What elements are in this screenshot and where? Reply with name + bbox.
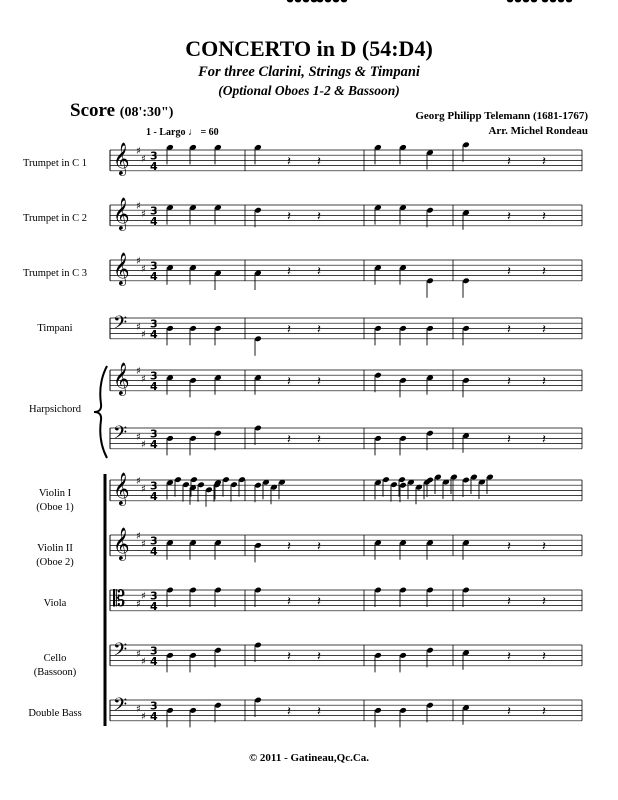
quarter-rest-icon: 𝄽 [287,264,291,280]
sharp-icon: ♯ [136,201,141,212]
quarter-rest-icon: 𝄽 [317,649,321,665]
quarter-rest-icon: 𝄽 [317,432,321,448]
sharp-icon: ♯ [141,711,146,723]
instrument-label-trumpet-2: Trumpet in C 2 [22,213,88,224]
quarter-rest-icon: 𝄽 [507,264,511,280]
instrument-label-trumpet-3: Trumpet in C 3 [22,268,88,279]
score-subtitle-optional: (Optional Oboes 1-2 & Bassoon) [218,83,400,98]
time-sig-numerator: 3 [150,317,158,331]
quarter-rest-icon: 𝄽 [287,649,291,665]
sharp-icon: ♯ [141,591,146,603]
time-sig-numerator: 3 [150,534,158,548]
score-subtitle: For three Clarini, Strings & Timpani [198,64,420,80]
quarter-rest-icon: 𝄽 [507,432,511,448]
instrument-label-timpani: Timpani [37,323,73,334]
quarter-rest-icon: 𝄽 [317,264,321,280]
quarter-rest-icon: 𝄽 [507,649,511,665]
instrument-name: Cello [43,653,67,664]
sharp-icon: ♯ [136,431,141,443]
quarter-rest-icon: 𝄽 [287,704,291,720]
quarter-rest-icon: 𝄽 [287,322,291,338]
quarter-rest-icon: 𝄽 [542,539,546,555]
time-sig-denominator: 4 [150,159,158,173]
instrument-name: Violin I [38,488,72,499]
time-sig-denominator: 4 [150,437,158,451]
sharp-icon: ♯ [141,208,146,220]
time-sig-denominator: 4 [150,544,158,558]
note-head [542,0,548,2]
instrument-alt: (Oboe 2) [36,557,74,568]
treble-clef-icon: 𝄞 [113,472,130,505]
quarter-rest-icon: 𝄽 [287,432,291,448]
sharp-icon: ♯ [136,703,141,715]
sharp-icon: ♯ [141,373,146,385]
quarter-rest-icon: 𝄽 [287,209,291,225]
time-sig-numerator: 3 [150,644,158,658]
time-sig-denominator: 4 [150,654,158,668]
instrument-alt: (Bassoon) [33,667,77,678]
time-sig-numerator: 3 [150,699,158,713]
quarter-rest-icon: 𝄽 [507,539,511,555]
time-sig-numerator: 3 [150,589,158,603]
bass-clef-icon: 𝄢 [113,313,128,338]
time-sig-denominator: 4 [150,709,158,723]
note-head [303,0,309,2]
instrument-name: Violin II [37,543,73,554]
note-head [507,0,513,2]
sharp-icon: ♯ [141,329,146,341]
treble-clef-icon: 𝄞 [113,252,130,285]
sharp-icon: ♯ [136,599,141,610]
quarter-rest-icon: 𝄽 [287,154,291,170]
sharp-icon: ♯ [141,439,146,451]
time-sig-denominator: 4 [150,214,158,228]
instrument-label-viola: Viola [43,598,67,609]
quarter-rest-icon: 𝄽 [507,209,511,225]
sharp-icon: ♯ [141,153,146,165]
quarter-rest-icon: 𝄽 [507,704,511,720]
sharp-icon: ♯ [136,321,141,333]
note-head [523,0,529,2]
tempo-text: 1 - Largo [146,127,186,138]
time-sig-denominator: 4 [150,379,158,393]
tempo-value: = 60 [200,127,219,138]
bass-clef-icon: 𝄢 [113,640,128,665]
time-sig-numerator: 3 [150,479,158,493]
arranger-credit: Arr. Michel Rondeau [488,125,588,137]
quarter-rest-icon: 𝄽 [542,322,546,338]
sharp-icon: ♯ [141,538,146,550]
note-head [287,0,293,2]
quarter-rest-icon: 𝄽 [317,539,321,555]
quarter-rest-icon: 𝄽 [507,374,511,390]
note-head [558,0,564,2]
quarter-note-icon: ♩ [187,127,198,138]
sharp-icon: ♯ [141,483,146,495]
time-sig-numerator: 3 [150,427,158,441]
note-head [333,0,339,2]
instrument-alt: (Oboe 1) [36,502,74,513]
sharp-icon: ♯ [136,648,141,660]
sharp-icon: ♯ [136,531,141,542]
sharp-icon: ♯ [136,476,141,487]
time-sig-numerator: 3 [150,259,158,273]
time-sig-numerator: 3 [150,204,158,218]
sharp-icon: ♯ [136,146,141,157]
quarter-rest-icon: 𝄽 [507,594,511,610]
quarter-rest-icon: 𝄽 [542,154,546,170]
quarter-rest-icon: 𝄽 [542,374,546,390]
bass-clef-icon: 𝄢 [113,695,128,720]
quarter-rest-icon: 𝄽 [542,594,546,610]
harpsichord-brace [94,366,107,458]
quarter-rest-icon: 𝄽 [542,264,546,280]
quarter-rest-icon: 𝄽 [542,432,546,448]
score-title: CONCERTO in D (54:D4) [185,36,433,61]
quarter-rest-icon: 𝄽 [507,154,511,170]
quarter-rest-icon: 𝄽 [542,649,546,665]
sharp-icon: ♯ [141,656,146,668]
treble-clef-icon: 𝄞 [113,527,130,560]
quarter-rest-icon: 𝄽 [287,374,291,390]
instrument-label-double-bass: Double Bass [28,708,82,719]
note-head [341,0,347,2]
note-head [531,0,537,2]
quarter-rest-icon: 𝄽 [317,154,321,170]
score-duration: (08':30") [119,105,174,120]
sharp-icon: ♯ [141,263,146,275]
quarter-rest-icon: 𝄽 [317,704,321,720]
quarter-rest-icon: 𝄽 [317,209,321,225]
quarter-rest-icon: 𝄽 [507,322,511,338]
sharp-icon: ♯ [136,366,141,377]
alto-clef-icon: 𝄡 [113,587,126,612]
quarter-rest-icon: 𝄽 [542,209,546,225]
quarter-rest-icon: 𝄽 [542,704,546,720]
treble-clef-icon: 𝄞 [113,362,130,395]
quarter-rest-icon: 𝄽 [287,594,291,610]
time-sig-numerator: 3 [150,369,158,383]
time-sig-denominator: 4 [150,269,158,283]
score-label-text: Score [70,100,116,121]
note-head [325,0,331,2]
time-sig-denominator: 4 [150,489,158,503]
treble-clef-icon: 𝄞 [113,142,130,175]
note-head [295,0,301,2]
note-head [317,0,323,2]
time-sig-denominator: 4 [150,327,158,341]
note-head [515,0,521,2]
instrument-label-harpsichord: Harpsichord [29,404,81,415]
time-sig-numerator: 3 [150,149,158,163]
instrument-label-trumpet-1: Trumpet in C 1 [22,158,88,169]
copyright-footer: © 2011 - Gatineau,Qc.Ca. [248,752,370,764]
sharp-icon: ♯ [136,256,141,267]
quarter-rest-icon: 𝄽 [317,594,321,610]
quarter-rest-icon: 𝄽 [287,539,291,555]
note-head [566,0,572,2]
quarter-rest-icon: 𝄽 [317,374,321,390]
treble-clef-icon: 𝄞 [113,197,130,230]
time-sig-denominator: 4 [150,599,158,613]
note-head [311,0,317,2]
bass-clef-icon: 𝄢 [113,423,128,448]
quarter-rest-icon: 𝄽 [317,322,321,338]
composer-credit: Georg Philipp Telemann (1681-1767) [415,110,588,122]
note-head [550,0,556,2]
